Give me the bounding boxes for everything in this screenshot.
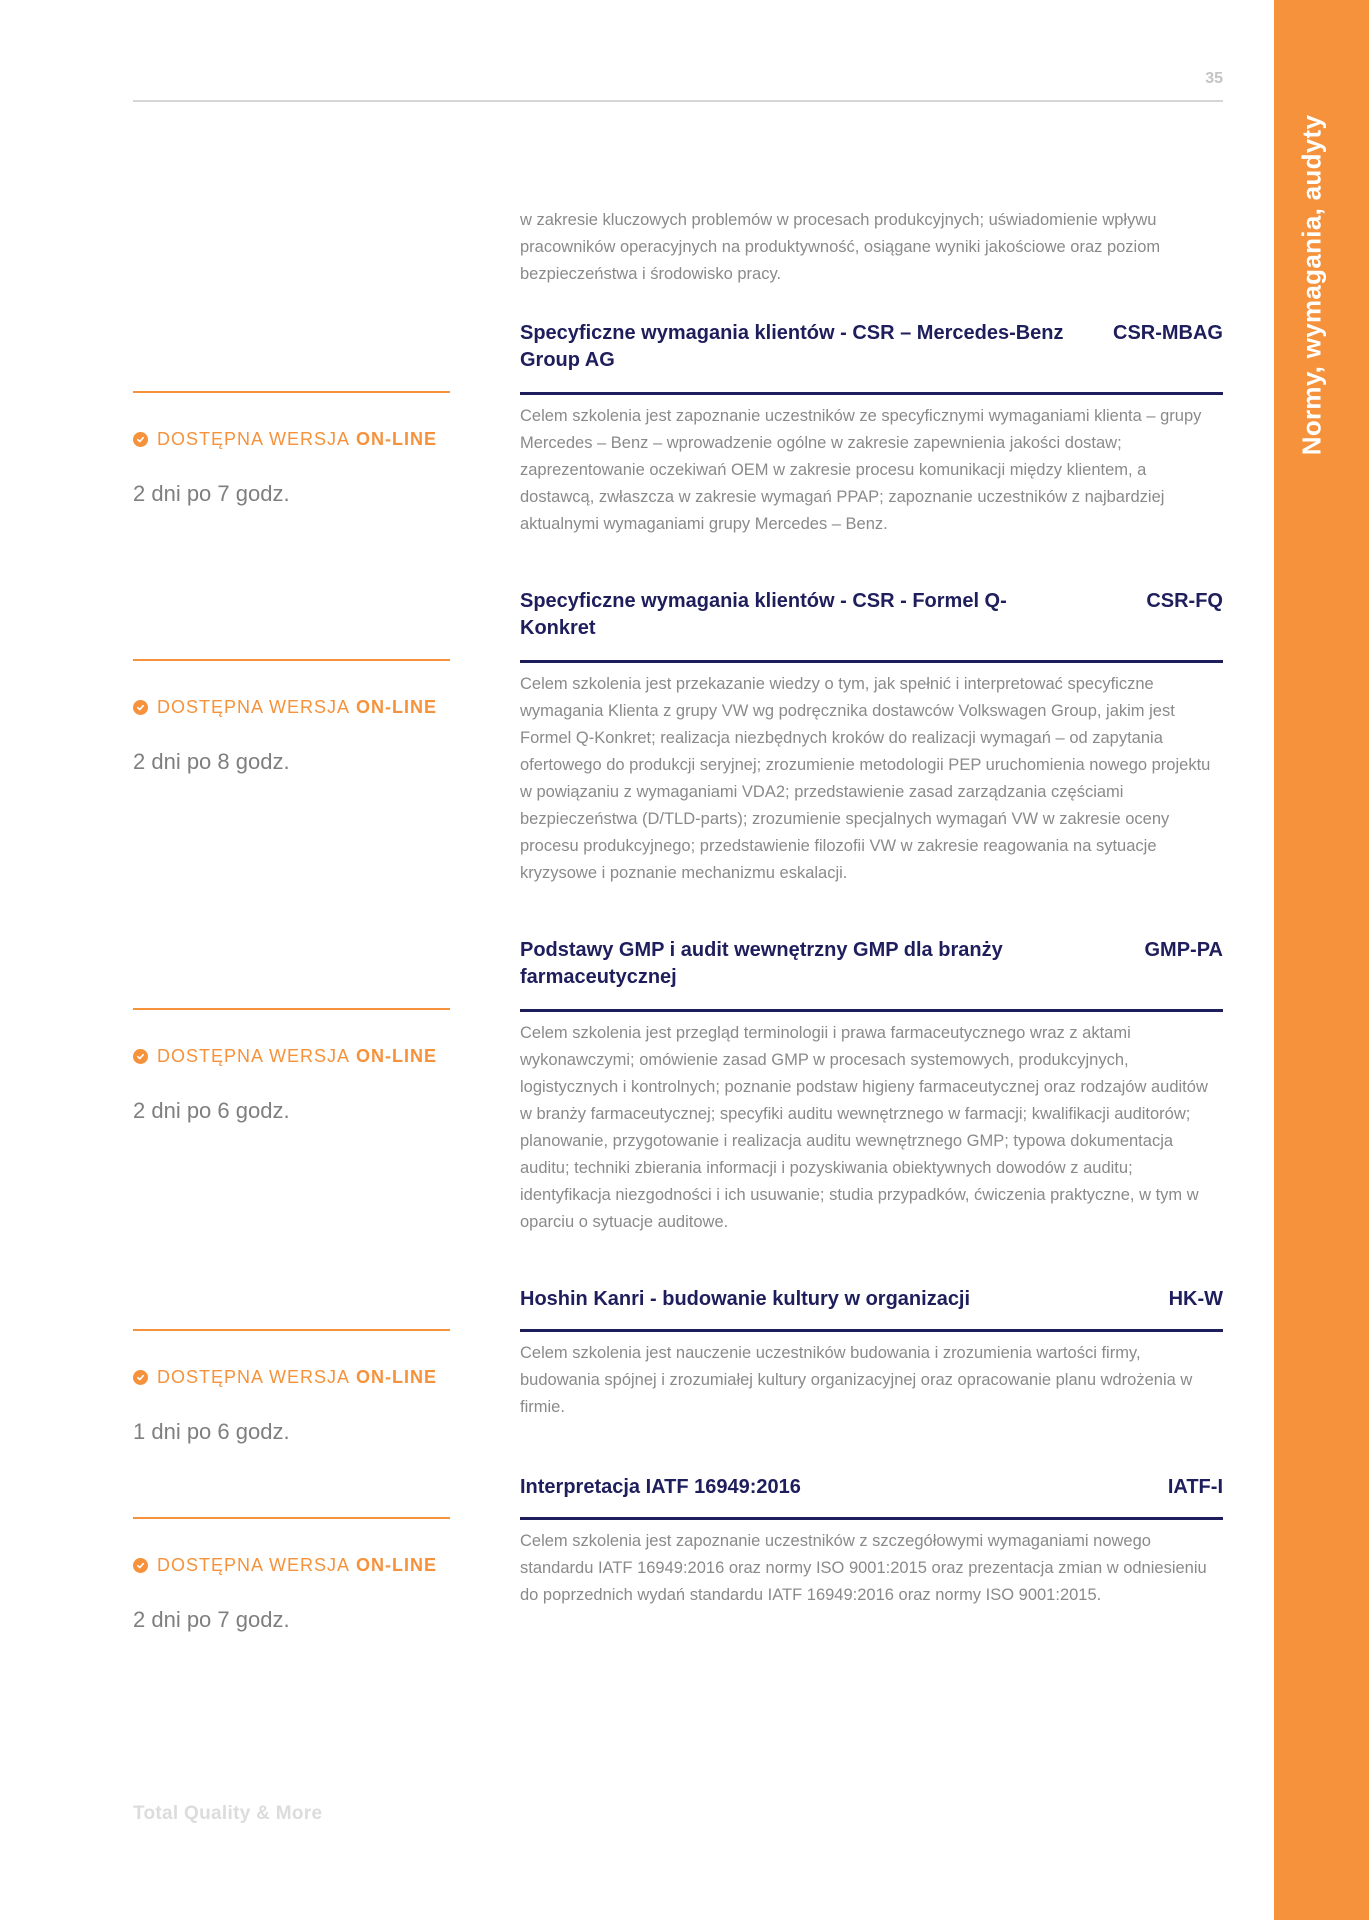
check-circle-icon [133,1370,148,1385]
course-description: Celem szkolenia jest przekazanie wiedzy o tym, jak spełnić i interpretować specyficzne wymagania Klienta z grupy VW wg podręcznika dostawców Volkswagen Group, jakim jest Formel Q-Konkret; realizacja niezbędnych kroków do realizacji wymagań – od zapytania ofertowego do produkcji seryjnej; zrozumienie metodologii PEP uruchomienia nowego projektu w powiązaniu z wymaganiami VDA2; przedstawienie zasad zarządzania częściami bezpieczeństwa (D/TLD-parts); zrozumienie specjalnych wymagań VW w zakresie oceny procesu produkcyjnego; przedstawienie filozofii VW w zakresie reagowania na sytuacje kryzysowe i poznanie mechanizmu eskalacji. [520,675,1211,882]
intro-paragraph: w zakresie kluczowych problemów w procesach produkcyjnych; uświadomienie wpływu pracowników operacyjnych na produktywność, osiągane wyniki jakościowe oraz poziom bezpieczeństwa i środowisko pracy. [520,211,1161,283]
course-description: Celem szkolenia jest nauczenie uczestników budowania i zrozumienia wartości firmy, budowania spójnej i zrozumiałej kultury organizacyjnej oraz opracowanie planu wdrożenia w firmie. [520,1344,1193,1416]
check-circle-icon [133,432,148,447]
course-description: Celem szkolenia jest przegląd terminologii i prawa farmaceutycznego wraz z aktami wykonawczymi; omówienie zasad GMP w procesach systemowych, produkcyjnych, logistycznych i kontrolnych; poznanie podstaw higieny farmaceutycznej oraz rodzajów auditów w branży farmaceutycznej; specyfiki auditu wewnętrznego w farmacji; kwalifikacji auditorów; planowanie, przygotowanie i realizacja auditu wewnętrznego GMP; typowa dokumentacja auditu; techniki zbierania informacji i pozyskiwania obiektywnych dowodów z auditu; identyfikacja niezgodności i ich usuwanie; studia przypadków, ćwiczenia praktyczne, w tym w oparciu o sytuacje auditowe. [520,1024,1208,1231]
header-divider [133,100,1223,102]
online-strong: ON-LINE [356,1046,438,1066]
course-header [520,320,1223,395]
course-meta [133,1329,450,1444]
online-label: DOSTĘPNA WERSJA [157,1046,351,1066]
online-strong: ON-LINE [356,1367,438,1387]
meta-divider [133,1008,450,1010]
course-duration: 1 dni po 6 godz. [133,1419,290,1444]
course-block [520,1474,1223,1609]
meta-divider [133,391,450,393]
course-meta [133,1008,450,1123]
course-block [520,1286,1223,1421]
course-title: Podstawy GMP i audit wewnętrzny GMP dla branży farmaceutycznej [520,939,1003,988]
online-label: DOSTĘPNA WERSJA [157,1555,351,1575]
online-badge [133,697,437,718]
course-block [520,320,1223,538]
check-circle-icon [133,1049,148,1064]
online-label: DOSTĘPNA WERSJA [157,429,351,449]
online-strong: ON-LINE [356,429,438,449]
online-strong: ON-LINE [356,1555,438,1575]
course-title: Hoshin Kanri - budowanie kultury w organizacji [520,1288,971,1310]
course-divider [520,1009,1223,1012]
footer-brand: Total Quality & More [133,1803,323,1824]
course-description: Celem szkolenia jest zapoznanie uczestników ze specyficznymi wymaganiami klienta – grupy Mercedes – Benz – wprowadzenie ogólne w zakresie zapewnienia jakości dostaw; zaprezentowanie oczekiwań OEM w zakresie procesu komunikacji między klientem, a dostawcą, zwłaszcza w zakresie wymagań PPAP; zapoznanie uczestników z najbardziej aktualnymi wymaganiami grupy Mercedes – Benz. [520,407,1202,533]
online-badge [133,1367,437,1388]
online-badge [133,1555,437,1576]
course-header [520,1286,1223,1332]
course-title: Specyficzne wymagania klientów - CSR – Mercedes-Benz Group AG [520,322,1064,371]
meta-divider [133,1517,450,1519]
course-title: Interpretacja IATF 16949:2016 [520,1476,801,1498]
course-duration: 2 dni po 6 godz. [133,1098,290,1123]
online-label: DOSTĘPNA WERSJA [157,697,351,717]
meta-divider [133,659,450,661]
course-block [520,588,1223,887]
course-title: Specyficzne wymagania klientów - CSR - Formel Q-Konkret [520,590,1007,639]
section-title: Normy, wymagania, audyty [1296,114,1327,456]
course-meta [133,1517,450,1632]
check-circle-icon [133,700,148,715]
page-number: 35 [1205,70,1223,87]
course-divider [520,392,1223,395]
meta-divider [133,1329,450,1331]
course-meta [133,659,450,774]
course-code: CSR-MBAG [1113,322,1223,344]
course-meta [133,391,450,506]
course-code: IATF-I [1167,1476,1223,1498]
course-code: HK-W [1168,1288,1223,1310]
course-code: GMP-PA [1144,939,1223,961]
course-duration: 2 dni po 7 godz. [133,481,290,506]
course-description: Celem szkolenia jest zapoznanie uczestników z szczegółowymi wymaganiami nowego standardu IATF 16949:2016 oraz normy ISO 9001:2015 oraz prezentacja zmian w odniesieniu do poprzednich wydań standardu IATF 16949:2016 oraz normy ISO 9001:2015. [520,1532,1207,1604]
course-divider [520,1517,1223,1520]
course-header [520,1474,1223,1520]
check-circle-icon [133,1558,148,1573]
course-divider [520,660,1223,663]
online-badge [133,1046,437,1067]
course-duration: 2 dni po 7 godz. [133,1607,290,1632]
course-block [520,937,1223,1236]
online-badge [133,429,437,450]
online-strong: ON-LINE [356,697,438,717]
online-label: DOSTĘPNA WERSJA [157,1367,351,1387]
course-code: CSR-FQ [1146,590,1223,612]
course-header [520,937,1223,1012]
course-header [520,588,1223,663]
course-duration: 2 dni po 8 godz. [133,749,290,774]
course-divider [520,1329,1223,1332]
